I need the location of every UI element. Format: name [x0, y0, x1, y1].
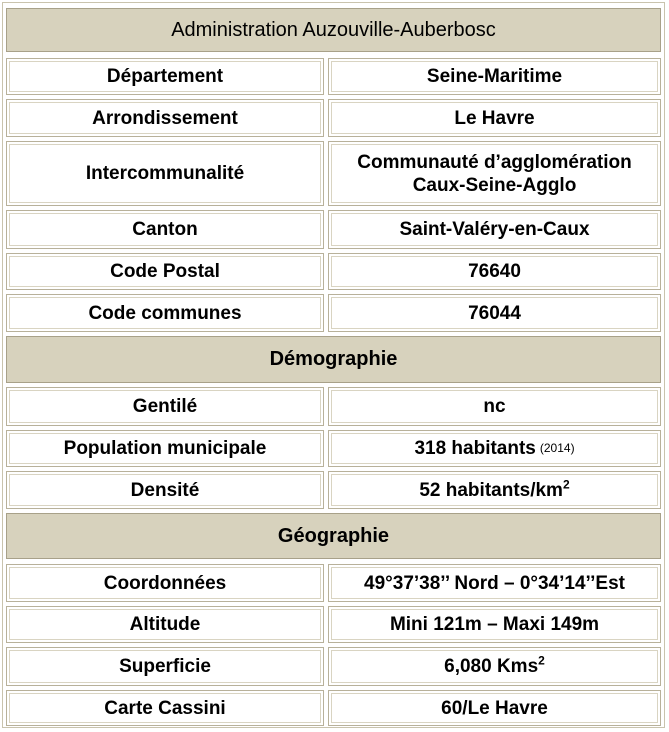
table-title-text: Administration Auzouville-Auberbosc: [171, 18, 496, 41]
value-text: Saint-Valéry-en-Caux: [399, 219, 590, 240]
row-value-arrondissement: [328, 99, 661, 137]
label-text: Code communes: [88, 302, 242, 324]
label-text: Canton: [132, 219, 198, 240]
row-label-gentile: [6, 387, 324, 426]
row-value-intercommunalite: [328, 141, 661, 206]
row-label-canton: [6, 210, 324, 249]
value-two-lines: [357, 151, 631, 197]
value-text: 52 habitants/km: [419, 479, 563, 501]
row-value-altitude: [328, 606, 661, 643]
row-label-arrondissement: [6, 99, 324, 137]
row-value-population: [328, 430, 661, 467]
row-value-carte-cassini: [328, 690, 661, 726]
row-label-intercommunalite: [6, 141, 324, 206]
value-line-1: Communauté d’agglomération: [357, 151, 632, 173]
table-title: [6, 8, 661, 52]
row-label-code-communes: [6, 294, 324, 332]
value-text: 76044: [468, 302, 521, 324]
row-label-superficie: [6, 647, 324, 686]
section-heading-text: Démographie: [269, 348, 398, 370]
row-label-departement: [6, 58, 324, 95]
row-value-coordonnees: [328, 564, 661, 602]
section-heading-demographie: [6, 336, 661, 383]
row-label-population: [6, 430, 324, 467]
row-value-departement: [328, 58, 661, 95]
label-text: Carte Cassini: [104, 697, 226, 719]
section-heading-geographie: [6, 513, 661, 559]
value-text: Le Havre: [454, 107, 535, 129]
value-year: (2014): [539, 441, 575, 455]
value-text: 60/Le Havre: [441, 697, 548, 719]
value-text: Seine-Maritime: [426, 66, 563, 87]
value-line-2: Caux-Seine-Agglo: [412, 174, 577, 196]
value-text: Mini 121m – Maxi 149m: [389, 614, 600, 635]
value-text: 76640: [468, 261, 521, 282]
row-value-gentile: [328, 387, 661, 426]
value-superscript: 2: [538, 653, 545, 668]
row-label-code-postal: [6, 253, 324, 290]
row-value-code-communes: [328, 294, 661, 332]
row-value-canton: [328, 210, 661, 249]
label-text: Population municipale: [63, 438, 267, 459]
label-text: Superficie: [119, 656, 211, 677]
row-value-densite: [328, 471, 661, 509]
row-label-coordonnees: [6, 564, 324, 602]
value-text: 49°37’38’’ Nord – 0°34’14’’Est: [364, 572, 625, 594]
row-value-code-postal: [328, 253, 661, 290]
value-text: 6,080 Kms: [444, 656, 539, 677]
label-text: Densité: [130, 479, 200, 501]
label-text: Arrondissement: [92, 107, 238, 129]
value-superscript: 2: [562, 477, 570, 492]
value-text: 318 habitants: [414, 438, 536, 459]
row-label-densite: [6, 471, 324, 509]
label-text: Département: [106, 66, 224, 87]
row-label-carte-cassini: [6, 690, 324, 726]
row-label-altitude: [6, 606, 324, 643]
label-text: Coordonnées: [103, 572, 227, 594]
label-text: Intercommunalité: [85, 163, 245, 184]
label-text: Gentilé: [132, 396, 198, 417]
value-text: nc: [483, 396, 506, 417]
label-text: Code Postal: [110, 261, 220, 282]
section-heading-text: Géographie: [277, 524, 390, 547]
row-value-superficie: [328, 647, 661, 686]
label-text: Altitude: [129, 614, 201, 635]
